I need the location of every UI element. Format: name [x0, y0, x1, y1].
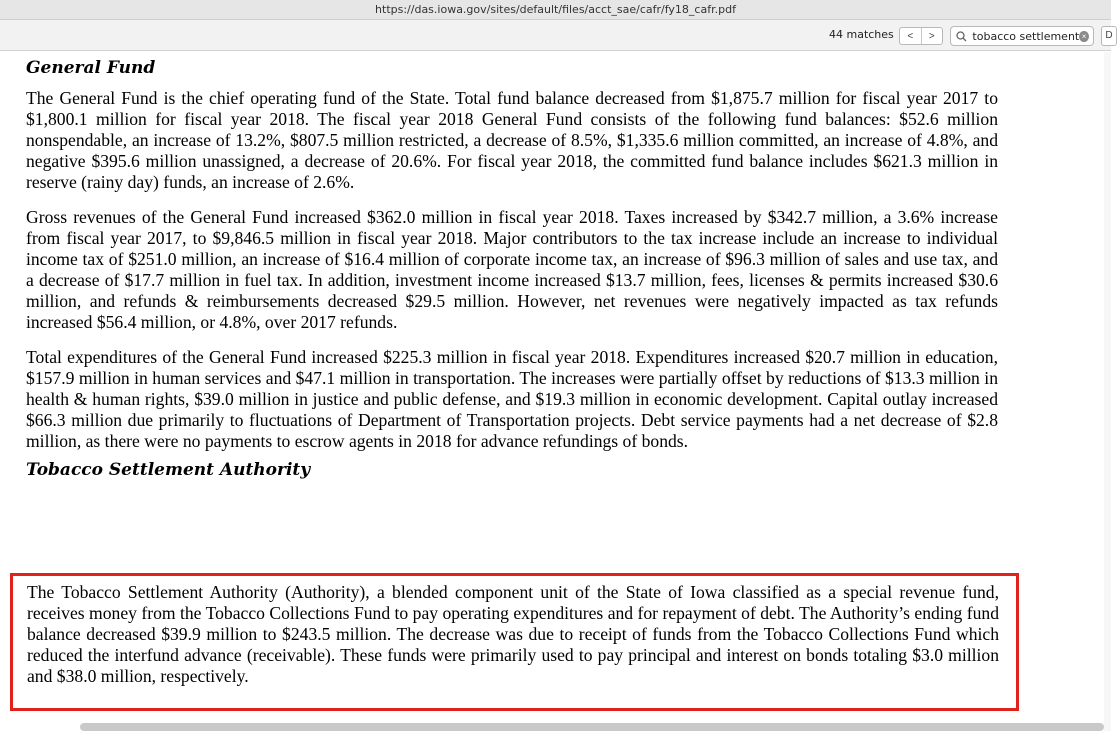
general-fund-paragraph-1: The General Fund is the chief operating fund of the State. Total fund balance decreased from $1,875.7 million for fiscal year 2017 to $1,800.1 million for fiscal year 2018. The fiscal year 2018 General Fund consists of the following fund balances: $52.6 million nonspendable, an increase of 13.2%, $807.5 million restricted, a decrease of 8.5%, $1,335.6 million committed, an increase of 4.8%, and negative $395.6 million unassigned, a decrease of 20.6%. For fiscal year 2018, the committed fund balance includes $621.3 million in reserve (rainy day) funds, an increase of 2.6%.: [26, 88, 998, 192]
previous-match-button[interactable]: [900, 28, 921, 44]
vertical-scrollbar[interactable]: [1104, 52, 1111, 731]
url-text: https://das.iowa.gov/sites/default/files/acct_sae/cafr/fy18_cafr.pdf: [375, 3, 736, 16]
find-input[interactable]: [950, 26, 1094, 46]
find-bar: [0, 20, 1111, 51]
chevron-right-icon: >: [928, 30, 935, 42]
match-nav: [899, 27, 943, 45]
done-button[interactable]: D: [1101, 26, 1117, 46]
match-count: 44 matches: [829, 28, 894, 41]
tobacco-settlement-heading: Tobacco Settlement Authority: [26, 460, 311, 480]
highlight-box: [10, 573, 1019, 711]
find-query: tobacco settlement: [972, 29, 1080, 43]
general-fund-paragraph-2: Gross revenues of the General Fund increased $362.0 million in fiscal year 2018. Taxes increased by $342.7 million, a 3.6% increase from fiscal year 2017, to $9,846.5 million in fiscal year 2018. Major contributors to the tax increase include an increase to individual income tax of $251.0 million, an increase of $16.4 million of corporate income tax, an increase of $96.3 million of sales and use tax, and a decrease of $17.7 million in fuel tax. In addition, investment income increased $13.7 million, fees, licenses & permits increased $30.6 million, and refunds & reimbursements decreased $29.5 million. However, net revenues were negatively impacted as tax refunds increased $56.4 million, or 4.8%, over 2017 refunds.: [26, 207, 998, 332]
search-icon: [956, 29, 968, 43]
horizontal-scrollbar[interactable]: [80, 723, 1104, 731]
general-fund-heading: General Fund: [26, 58, 156, 78]
general-fund-paragraph-3: Total expenditures of the General Fund increased $225.3 million in fiscal year 2018. Expenditures increased $20.7 million in education, $157.9 million in human services and $47.1 million in transportation. The increases were partially offset by reductions of $13.3 million in health & human rights, $39.0 million in justice and public defense, and $19.3 million in economic development. Capital outlay increased $66.3 million due primarily to fluctuations of Department of Transportation projects. Debt service payments had a net decrease of $2.8 million, as there were no payments to escrow agents in 2018 for advance refundings of bonds.: [26, 347, 998, 451]
tobacco-settlement-paragraph: The Tobacco Settlement Authority (Authority), a blended component unit of the State of Iowa classified as a special revenue fund, receives money from the Tobacco Collections Fund to pay operating expenditures and for repayment of debt. The Authority’s ending fund balance decreased $39.9 million to $243.5 million. The decrease was due to receipt of funds from the Tobacco Collections Fund which reduced the interfund advance (receivable). These funds were primarily used to pay principal and interest on bonds totaling $3.0 million and $38.0 million, respectively.: [27, 582, 999, 686]
next-match-button[interactable]: [921, 28, 943, 44]
chevron-left-icon: <: [907, 30, 914, 42]
clear-search-icon[interactable]: ×: [1079, 31, 1089, 42]
pdf-document: [26, 52, 998, 490]
url-bar[interactable]: [0, 0, 1111, 20]
